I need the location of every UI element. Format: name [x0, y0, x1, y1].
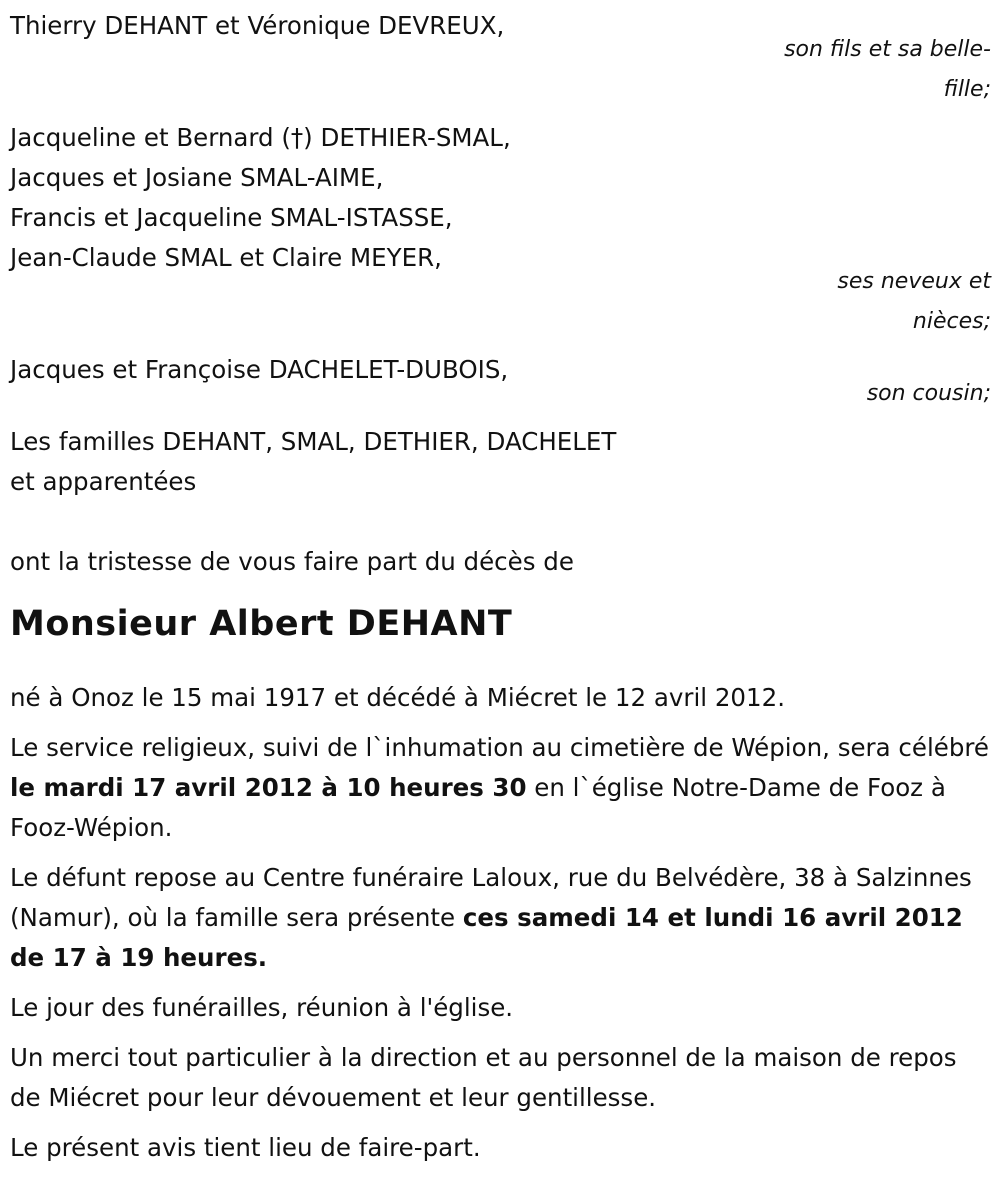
- nephew-line-2: Jacques et Josiane SMAL-AIME,: [10, 163, 384, 192]
- visitation-text-before: Le défunt repose au Centre funéraire Laloux, rue du Belvédère, 38 à Salzinnes (Namur), où la famille sera présente: [10, 863, 972, 932]
- announcement: ont la tristesse de vous faire part du décès de: [10, 547, 574, 576]
- service-paragraph: [10, 728, 991, 848]
- nephews-role: ses neveux et nièces;: [837, 269, 991, 334]
- cousin-names: Jacques et Françoise DACHELET-DUBOIS,: [10, 355, 509, 384]
- nephew-line-1: Jacqueline et Bernard (†) DETHIER-SMAL,: [10, 123, 511, 152]
- birth-death: né à Onoz le 15 mai 1917 et décédé à Miécret le 12 avril 2012.: [10, 683, 785, 712]
- son-role: son fils et sa belle-fille;: [784, 37, 991, 102]
- nephew-line-4: Jean-Claude SMAL et Claire MEYER,: [10, 243, 442, 272]
- son-names: Thierry DEHANT et Véronique DEVREUX,: [10, 11, 505, 40]
- funeral-day: Le jour des funérailles, réunion à l'église.: [10, 993, 514, 1022]
- deceased-name: Monsieur Albert DEHANT: [10, 604, 513, 644]
- families-line-1: Les familles DEHANT, SMAL, DETHIER, DACHELET: [10, 427, 617, 456]
- cousin-role: son cousin;: [866, 381, 991, 406]
- families-line-2: et apparentées: [10, 467, 197, 496]
- thanks-paragraph: Un merci tout particulier à la direction et au personnel de la maison de repos de Miécret pour leur dévouement et leur gentillesse.: [10, 1043, 957, 1112]
- nephew-line-3: Francis et Jacqueline SMAL-ISTASSE,: [10, 203, 453, 232]
- notice-line: Le présent avis tient lieu de faire-part.: [10, 1133, 481, 1162]
- visitation-dates: ces samedi 14 et lundi 16 avril 2012 de 17 à 19 heures.: [10, 903, 963, 972]
- service-date: le mardi 17 avril 2012 à 10 heures 30: [10, 773, 527, 802]
- death-notice: [10, 6, 991, 1178]
- service-text-after: en l`église Notre-Dame de Fooz à Fooz-Wépion.: [10, 773, 946, 842]
- service-text-before: Le service religieux, suivi de l`inhumation au cimetière de Wépion, sera célébré: [10, 733, 989, 762]
- visitation-paragraph: [10, 858, 991, 978]
